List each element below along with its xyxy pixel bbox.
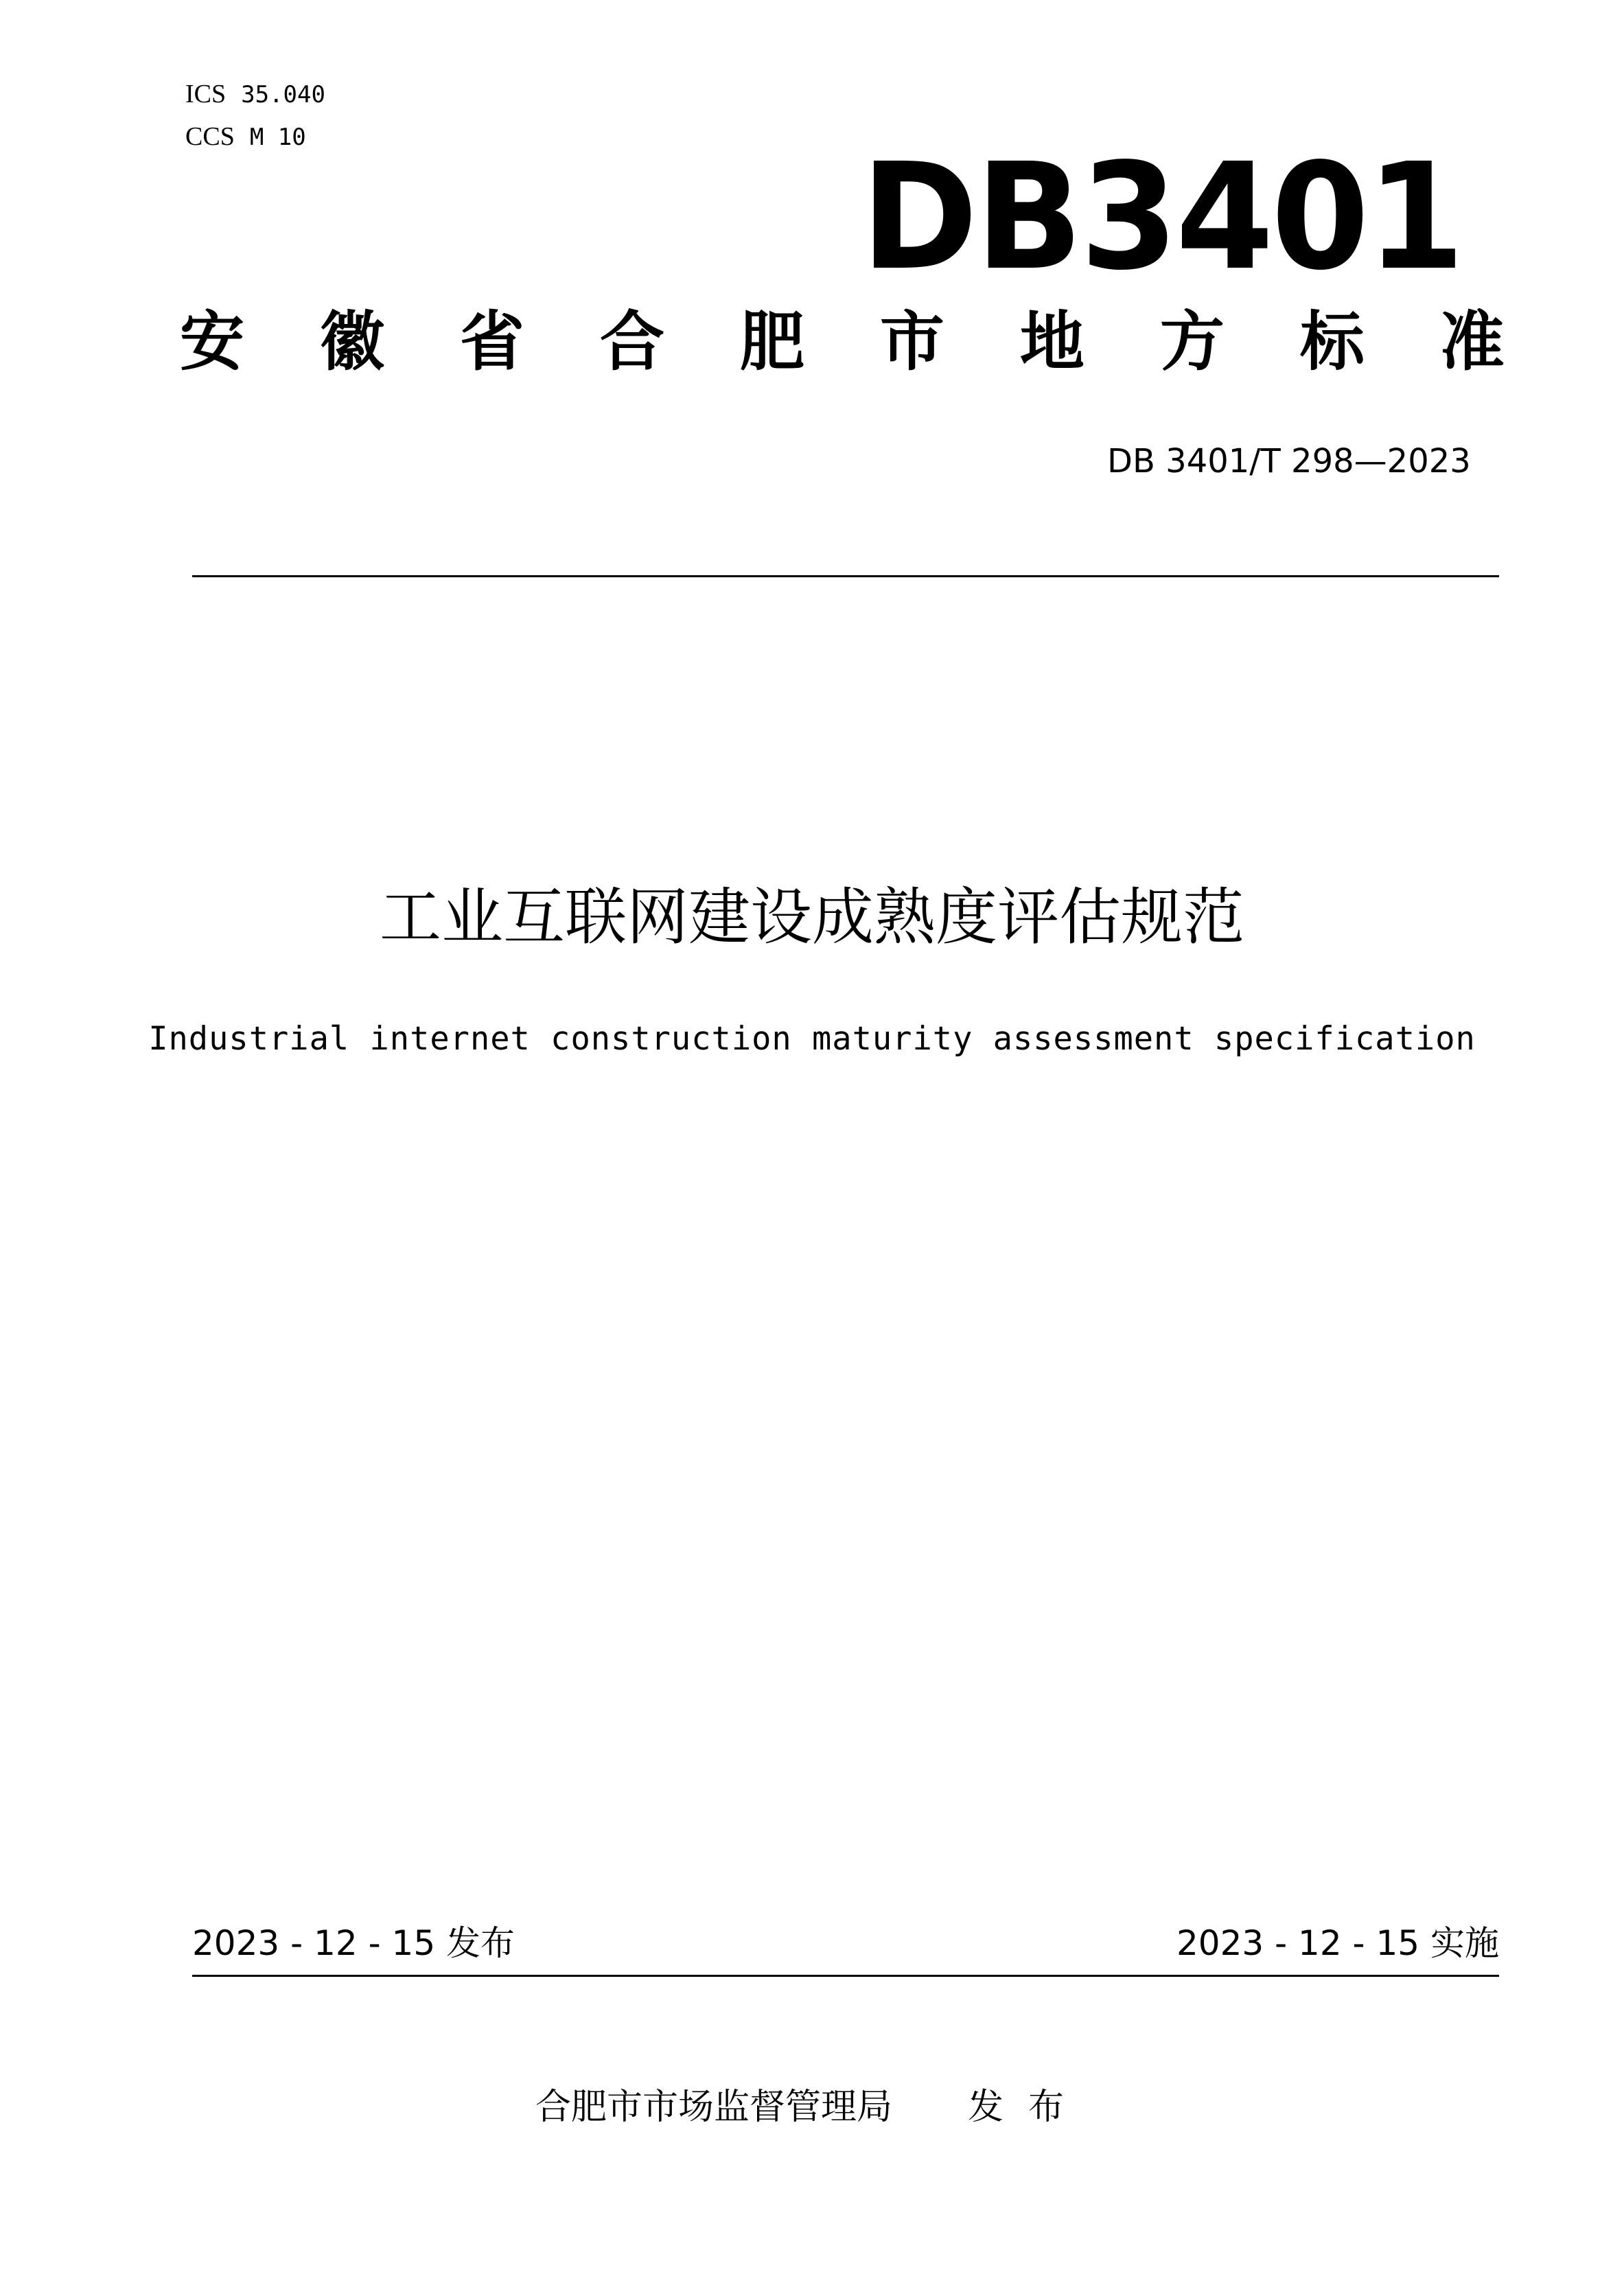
category-char: 肥 (739, 305, 804, 380)
ccs-label: CCS (185, 122, 235, 151)
category-char: 徽 (319, 305, 384, 380)
document-title-chinese: 工业互联网建设成熟度评估规范 (380, 881, 1244, 953)
standard-category-heading (180, 305, 1505, 380)
category-char: 省 (459, 305, 524, 380)
header-divider (192, 575, 1499, 577)
standard-number: DB 3401/T 298—2023 (1107, 442, 1471, 480)
implementation-date: 2023 - 12 - 15 实施 (1176, 1923, 1499, 1963)
category-char: 方 (1159, 305, 1225, 380)
ccs-code: M 10 (249, 124, 306, 151)
publisher-action: 发布 (968, 2087, 1089, 2128)
standard-logo-text: DB3401 (861, 132, 1463, 303)
ics-classification (185, 81, 325, 107)
category-char: 准 (1439, 305, 1505, 380)
standard-logo (848, 132, 1474, 303)
ics-label: ICS (185, 80, 227, 108)
category-char: 市 (879, 305, 944, 380)
publisher-name: 合肥市市场监督管理局 (535, 2087, 892, 2128)
ccs-classification (185, 124, 306, 150)
category-char: 安 (180, 305, 245, 380)
document-title-english: Industrial internet construction maturity assessment specification (148, 1020, 1476, 1058)
issue-date: 2023 - 12 - 15 发布 (192, 1923, 515, 1963)
publisher-line (0, 2087, 1624, 2128)
footer-divider (192, 1975, 1499, 1977)
category-char: 合 (599, 305, 664, 380)
ics-code: 35.040 (241, 81, 325, 108)
category-char: 地 (1019, 305, 1084, 380)
category-char: 标 (1299, 305, 1365, 380)
